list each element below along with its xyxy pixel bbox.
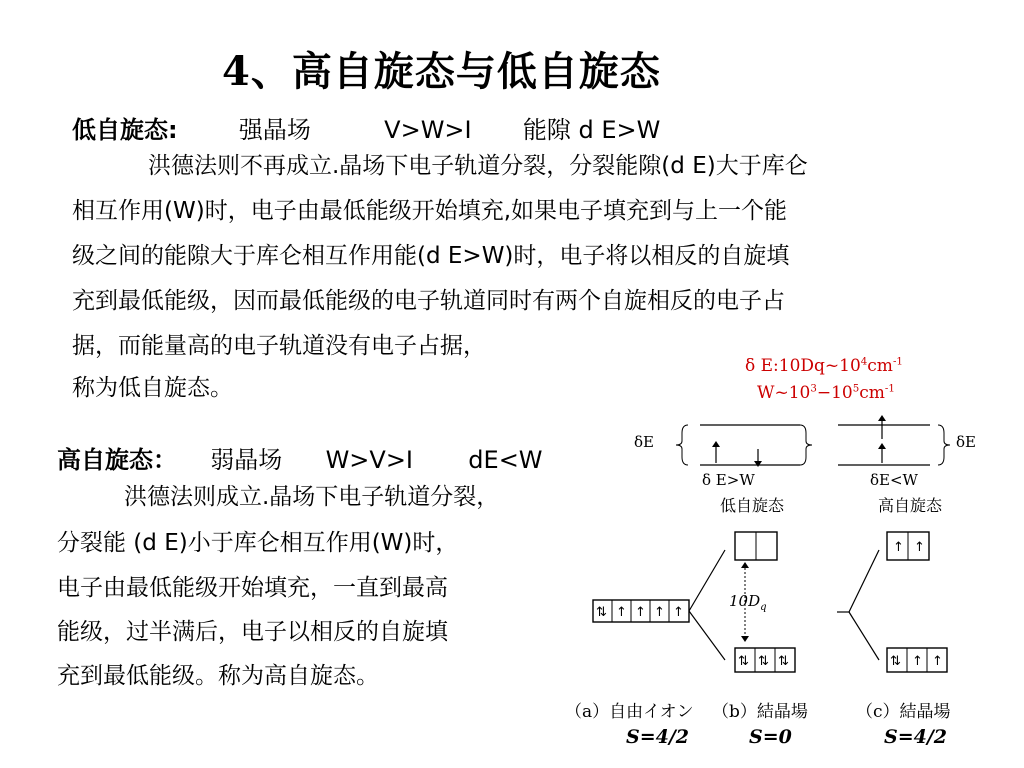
high-spin-line-1: 洪德法则成立.晶场下电子轨道分裂， <box>124 484 500 510</box>
arrow-down-icon <box>741 636 749 642</box>
spin-b: S=0 <box>749 726 792 748</box>
high-spin-diagram-label: 高自旋态 <box>878 496 943 515</box>
free-ion-state-3: ↑ <box>635 605 646 620</box>
formula-line-1: δ $E:10Dq\sim 10^4cm^{-1}$ <box>745 356 903 376</box>
orbital-box-diagram <box>585 520 985 760</box>
arrow-up-icon <box>741 562 749 568</box>
low-spin-gap: 能隙 d E>W <box>522 116 661 144</box>
arrow-up-icon <box>878 415 886 421</box>
low-lower-boxes <box>735 648 795 672</box>
delta-e-right-label: δE <box>956 433 976 451</box>
tendq-label: $10D_q$ <box>729 592 767 613</box>
low-lower-state-2: ⇅ <box>758 654 769 669</box>
low-spin-relation: V>W>I <box>384 116 472 144</box>
condition-high-label: δE<W <box>870 471 918 489</box>
connector-line <box>849 612 879 660</box>
connector-line <box>849 550 879 612</box>
high-spin-label: 高自旋态： <box>57 446 177 474</box>
connector-line <box>689 611 725 660</box>
high-upper-state-2: ↑ <box>914 540 925 555</box>
low-spin-line-5: 据，而能量高的电子轨道没有电子占据， <box>72 333 486 359</box>
page-title: 4、高自旋态与低自旋态 <box>222 48 661 95</box>
spin-c: S=4/2 <box>884 726 948 748</box>
delta-e-left-label: δE <box>634 433 654 451</box>
low-lower-state-3: ⇅ <box>778 654 789 669</box>
low-spin-line-2: 相互作用(W)时，电子由最低能级开始填充,如果电子填充到与上一个能 <box>72 198 787 224</box>
high-lower-boxes <box>887 648 947 672</box>
high-spin-line-3: 电子由最低能级开始填充，一直到最高 <box>57 575 448 601</box>
high-upper-state-1: ↑ <box>893 540 904 555</box>
free-ion-state-4: ↑ <box>654 605 665 620</box>
high-lower-state-1: ⇅ <box>890 654 901 669</box>
free-ion-state-5: ↑ <box>673 605 684 620</box>
high-lower-state-2: ↑ <box>912 654 923 669</box>
spin-a: S=4/2 <box>626 726 690 748</box>
low-spin-line-6: 称为低自旋态。 <box>72 375 233 401</box>
arrow-up-icon <box>712 441 720 447</box>
high-spin-relation: W>V>I <box>325 446 414 474</box>
arrow-up-icon <box>878 443 886 449</box>
high-spin-gap: dE<W <box>468 446 543 474</box>
brace-left-icon <box>676 425 688 465</box>
free-ion-state-1: ⇅ <box>596 605 607 620</box>
condition-low-label: δ E>W <box>702 471 755 489</box>
brace-high-icon <box>938 425 950 465</box>
high-spin-line-2: 分裂能 (d E)小于库仑相互作用(W)时， <box>57 530 459 556</box>
arrow-down-icon <box>754 461 762 467</box>
high-upper-boxes <box>887 532 929 560</box>
high-spin-line-4: 能级，过半满后，电子以相反的自旋填 <box>57 619 448 645</box>
brace-right-icon <box>800 425 812 465</box>
caption-c: （c）結晶場 <box>856 702 951 722</box>
low-spin-line-3: 级之间的能隙大于库仑相互作用能(d E>W)时，电子将以相反的自旋填 <box>72 243 790 269</box>
high-lower-state-3: ↑ <box>932 654 943 669</box>
high-spin-heading <box>57 440 543 475</box>
low-spin-heading <box>72 110 660 145</box>
caption-b: （b）結晶場 <box>712 702 808 722</box>
free-ion-boxes <box>593 600 689 622</box>
caption-a: （a）自由イオン <box>565 702 694 722</box>
level-splitting-diagram <box>620 405 990 515</box>
connector-line <box>689 550 725 611</box>
formula-line-2: $W\sim 10^3-10^5cm^{-1}$ <box>757 383 895 403</box>
low-spin-diagram-label: 低自旋态 <box>720 496 785 515</box>
free-ion-state-2: ↑ <box>616 605 627 620</box>
high-spin-field: 弱晶场 <box>210 446 283 474</box>
high-spin-line-5: 充到最低能级。称为高自旋态。 <box>57 663 379 689</box>
low-spin-line-4: 充到最低能级，因而最低能级的电子轨道同时有两个自旋相反的电子占 <box>72 288 785 314</box>
low-spin-field: 强晶场 <box>238 116 311 144</box>
low-lower-state-1: ⇅ <box>738 654 749 669</box>
low-spin-label: 低自旋态: <box>72 116 178 144</box>
low-spin-line-1: 洪德法则不再成立.晶场下电子轨道分裂，分裂能隙(d E)大于库仑 <box>148 153 808 179</box>
